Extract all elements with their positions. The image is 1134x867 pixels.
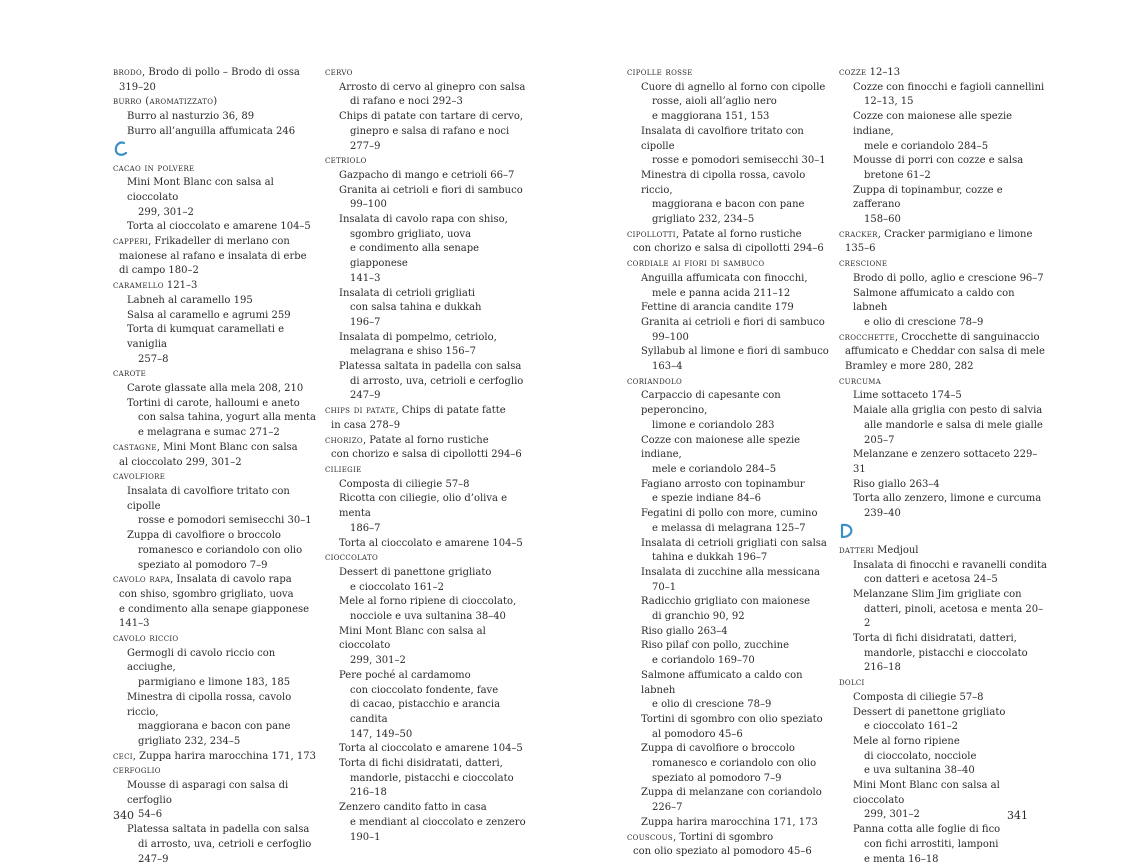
index-term: datteri <box>839 544 874 556</box>
index-entry <box>113 235 318 250</box>
index-subentry: 54–6 <box>138 809 163 821</box>
index-term: cetriolo <box>325 155 367 167</box>
index-subentry: Insalata di cavolfiore tritato con cipolle <box>127 485 290 512</box>
index-entry <box>113 162 318 177</box>
index-subentry: grigliato 232, 234–5 <box>138 735 241 747</box>
index-subentry: Insalata di cetrioli grigliati <box>339 287 476 299</box>
index-subentry: Insalata di cavolfiore tritato con cipolle <box>641 125 804 152</box>
index-term: crescione <box>839 258 888 270</box>
index-subentry: con cioccolato fondente, fave <box>350 684 499 696</box>
index-subentry: Platessa saltata in padella con salsa <box>127 824 310 836</box>
index-subentry: Germogli di cavolo riccio con acciughe, <box>127 647 276 674</box>
index-entry <box>627 228 837 243</box>
index-subentry: sgombro grigliato, uova <box>350 228 472 240</box>
index-subentry: Radicchio grigliato con maionese <box>641 596 811 608</box>
index-subentry: e maggiorana 151, 153 <box>652 111 770 123</box>
index-entry-continuation: con chorizo e salsa di cipollotti 294–6 <box>633 243 824 255</box>
index-subentry: Maiale alla griglia con pesto di salvia <box>853 405 1043 417</box>
index-subentry: Pere poché al cardamomo <box>339 669 471 681</box>
index-subentry: mele e coriandolo 284–5 <box>652 463 777 475</box>
index-subentry: Zuppa di cavolfiore o broccolo <box>641 743 795 755</box>
index-entry-text: , Insalata di cavolo rapa <box>170 574 292 586</box>
index-term: cavolo riccio <box>113 633 179 645</box>
index-term: dolci <box>839 677 865 689</box>
section-letter-d-icon <box>839 522 1049 544</box>
index-term: castagne <box>113 441 157 453</box>
index-term: cipolle rosse <box>627 67 693 78</box>
index-subentry: 141–3 <box>350 272 381 284</box>
index-subentry: Gazpacho di mango e cetrioli 66–7 <box>339 169 515 181</box>
index-subentry: e menta 16–18 <box>864 853 939 865</box>
index-subentry: maggiorana e bacon con pane <box>652 199 805 211</box>
index-entry <box>839 66 1049 81</box>
index-subentry: 299, 301–2 <box>864 809 920 821</box>
index-entry-text: , Chips di patate fatte <box>395 405 506 417</box>
index-subentry: di arrosto, uva, cetrioli e cerfoglio <box>138 838 312 850</box>
index-subentry: con datteri e acetosa 24–5 <box>864 574 998 586</box>
index-entry <box>627 831 837 846</box>
index-subentry: e condimento alla senape giapponese <box>350 243 480 270</box>
index-subentry: Salsa al caramello e agrumi 259 <box>127 309 291 321</box>
index-subentry: Riso giallo 263–4 <box>641 625 728 637</box>
index-subentry: Minestra di cipolla rossa, cavolo riccio, <box>127 691 292 718</box>
index-term: cavolo rapa <box>113 574 171 586</box>
index-subentry: grigliato 232, 234–5 <box>652 214 755 226</box>
index-entry-continuation: con chorizo e salsa di cipollotti 294–6 <box>331 449 522 461</box>
index-subentry: tahina e dukkah 196–7 <box>652 552 768 564</box>
index-term: crocchette <box>839 331 895 343</box>
index-subentry: 226–7 <box>652 802 683 814</box>
index-subentry: maggiorana e bacon con pane <box>138 721 291 733</box>
index-subentry: Fagiano arrosto con topinambur <box>641 478 805 490</box>
index-subentry: Salmone affumicato a caldo con labneh <box>853 287 1015 314</box>
index-subentry: Carpaccio di capesante con peperoncino, <box>641 390 781 417</box>
index-entry-continuation: in casa 278–9 <box>331 419 401 431</box>
index-term: burro (aromatizzato) <box>113 96 218 108</box>
index-subentry: 186–7 <box>350 522 381 534</box>
index-subentry: speziato al pomodoro 7–9 <box>652 772 782 784</box>
index-entry <box>113 764 318 779</box>
index-subentry: Cozze con maionese alle spezie indiane, <box>853 111 1013 137</box>
index-entry <box>839 331 1049 346</box>
index-entry-continuation: al cioccolato 299, 301–2 <box>119 456 242 468</box>
section-letter-c-icon <box>113 140 318 162</box>
index-term: chips di patate <box>325 405 396 417</box>
index-subentry: ginepro e salsa di rafano e noci <box>350 125 510 137</box>
index-subentry: Mini Mont Blanc con salsa al cioccolato <box>339 625 486 652</box>
index-term: cervo <box>325 67 353 78</box>
index-entry <box>113 367 318 382</box>
index-entry <box>627 257 837 272</box>
index-subentry: melagrana e shiso 156–7 <box>350 346 476 358</box>
index-subentry: Mousse di asparagi con salsa di cerfoglio <box>127 780 289 806</box>
index-subentry: Mousse di porri con cozze e salsa <box>853 155 1024 167</box>
index-subentry: Dessert di panettone grigliato <box>339 566 492 578</box>
index-subentry: nocciole e uva sultanina 38–40 <box>350 611 506 623</box>
index-subentry: Melanzane Slim Jim grigliate con <box>853 588 1022 600</box>
index-entry <box>325 404 535 419</box>
index-subentry: Insalata di cavolo rapa con shiso, <box>339 214 508 226</box>
index-entry-continuation: con shiso, sgombro grigliato, uova <box>119 588 294 600</box>
index-subentry: con fichi arrostiti, lamponi <box>864 838 999 850</box>
index-term: caramello <box>113 280 164 292</box>
index-subentry: 163–4 <box>652 361 683 373</box>
index-subentry: Mele al forno ripiene <box>853 735 960 747</box>
index-term: cipollotti <box>627 228 676 240</box>
index-entry <box>113 750 318 765</box>
index-subentry: e spezie indiane 84–6 <box>652 493 761 505</box>
index-subentry: Minestra di cipolla rossa, cavolo riccio, <box>641 169 806 196</box>
index-subentry: Anguilla affumicata con finocchi, <box>641 272 808 284</box>
index-subentry: limone e coriandolo 283 <box>652 419 775 431</box>
index-subentry: 70–1 <box>652 581 677 593</box>
index-entry <box>113 66 318 81</box>
index-subentry: mandorle, pistacchi e cioccolato <box>350 772 514 784</box>
index-subentry: Torta al cioccolato e amarene 104–5 <box>127 221 311 233</box>
index-entry-text: 12–13 <box>866 67 901 78</box>
index-subentry: 158–60 <box>864 214 901 226</box>
index-term: cacao in polvere <box>113 162 195 174</box>
index-subentry: Zenzero candito fatto in casa <box>339 802 487 814</box>
index-subentry: datteri, pinoli, acetosa e menta 20–2 <box>864 603 1044 630</box>
index-entry-continuation: 319–20 <box>119 81 156 93</box>
index-subentry: Ricotta con ciliegie, olio d’oliva e menta <box>339 493 508 520</box>
index-entry-continuation: affumicato e Cheddar con salsa di mele <box>845 346 1045 358</box>
index-subentry: e cioccolato 161–2 <box>864 721 958 733</box>
index-subentry: alle mandorle e salsa di mele gialle <box>864 419 1043 431</box>
index-term: ciliegie <box>325 463 362 475</box>
index-subentry: Arrosto di cervo al ginepro con salsa <box>339 81 526 93</box>
index-entry-text: , Mini Mont Blanc con salsa <box>156 441 298 453</box>
index-term: curcuma <box>839 375 882 387</box>
index-subentry: 216–18 <box>350 787 387 799</box>
index-subentry: Burro al nasturzio 36, 89 <box>127 111 255 123</box>
index-term: capperi <box>113 236 149 248</box>
index-term: ceci <box>113 750 133 762</box>
index-term: cavolfiore <box>113 471 166 483</box>
index-entry-continuation: maionese al rafano e insalata di erbe <box>119 250 307 262</box>
index-subentry: Riso pilaf con pollo, zucchine <box>641 640 790 652</box>
index-entry <box>113 573 318 588</box>
index-subentry: Mele al forno ripiene di cioccolato, <box>339 596 517 608</box>
index-subentry: Composta di ciliegie 57–8 <box>853 691 984 703</box>
index-subentry: Insalata di finocchi e ravanelli condita <box>853 559 1047 571</box>
index-term: cordiale ai fiori di sambuco <box>627 258 765 270</box>
index-entry-text: , Brodo di pollo – Brodo di ossa <box>142 67 300 78</box>
index-subentry: speziato al pomodoro 7–9 <box>138 559 268 571</box>
index-entry-text: , Crocchette di sanguinaccio <box>894 331 1040 343</box>
index-subentry: 190–1 <box>350 831 381 843</box>
index-subentry: 99–100 <box>652 331 689 343</box>
index-entry <box>325 463 535 478</box>
index-term: brodo <box>113 67 143 78</box>
index-subentry: Insalata di pompelmo, cetriolo, <box>339 331 497 343</box>
index-subentry: con salsa tahina e dukkah <box>350 302 482 314</box>
index-subentry: bretone 61–2 <box>864 169 931 181</box>
index-subentry: mandorle, pistacchi e cioccolato <box>864 647 1028 659</box>
index-subentry: Lime sottaceto 174–5 <box>853 390 962 402</box>
index-entry <box>839 544 1049 559</box>
index-subentry: e melagrana e sumac 271–2 <box>138 427 280 439</box>
index-subentry: Dessert di panettone grigliato <box>853 706 1006 718</box>
index-entry-continuation: di campo 180–2 <box>119 265 199 277</box>
index-subentry: Fegatini di pollo con more, cumino <box>641 508 818 520</box>
index-subentry: Salmone affumicato a caldo con labneh <box>641 669 803 696</box>
index-subentry: Tortini di sgombro con olio speziato <box>641 713 823 725</box>
index-column-1 <box>113 66 318 867</box>
index-subentry: Melanzane e zenzero sottaceto 229–31 <box>853 449 1038 475</box>
index-entry <box>113 279 318 294</box>
index-entry <box>839 228 1049 243</box>
index-subentry: e coriandolo 169–70 <box>652 655 755 667</box>
index-subentry: rosse e pomodori semisecchi 30–1 <box>138 515 312 527</box>
index-term: carote <box>113 368 146 380</box>
index-term: couscous <box>627 831 673 843</box>
index-subentry: 99–100 <box>350 199 387 211</box>
index-term: cozze <box>839 67 867 78</box>
index-column-2 <box>325 66 535 845</box>
index-subentry: Torta al cioccolato e amarene 104–5 <box>339 537 523 549</box>
index-term: cerfoglio <box>113 765 161 777</box>
index-entry-continuation: Bramley e more 280, 282 <box>845 361 974 373</box>
index-subentry: Insalata di zucchine alla messicana <box>641 566 820 578</box>
index-subentry: 277–9 <box>350 140 381 152</box>
index-column-4 <box>839 66 1049 867</box>
index-subentry: Torta al cioccolato e amarene 104–5 <box>339 743 523 755</box>
index-subentry: 12–13, 15 <box>864 96 914 108</box>
index-entry <box>113 470 318 485</box>
index-subentry: Mini Mont Blanc con salsa al cioccolato <box>853 780 1000 806</box>
index-subentry: Composta di ciliegie 57–8 <box>339 478 470 490</box>
index-subentry: e cioccolato 161–2 <box>350 581 444 593</box>
index-subentry: Cuore di agnello al forno con cipolle <box>641 81 826 93</box>
index-subentry: 299, 301–2 <box>350 655 406 667</box>
page-number-right: 341 <box>1007 809 1028 822</box>
index-subentry: Granita ai cetrioli e fiori di sambuco <box>641 316 825 328</box>
index-subentry: romanesco e coriandolo con olio <box>652 758 817 770</box>
index-subentry: di cioccolato, nocciole <box>864 750 977 762</box>
index-entry-text: , Frikadeller di merlano con <box>148 236 290 248</box>
index-subentry: e olio di crescione 78–9 <box>864 316 984 328</box>
index-entry-text: , Cracker parmigiano e limone <box>877 228 1033 240</box>
page-number-left: 340 <box>113 809 134 822</box>
index-subentry: Syllabub al limone e fiori di sambuco <box>641 346 829 358</box>
index-subentry: 196–7 <box>350 316 381 328</box>
index-subentry: di rafano e noci 292–3 <box>350 96 463 108</box>
index-subentry: Tortini di carote, halloumi e aneto <box>127 397 300 409</box>
index-entry <box>627 375 837 390</box>
index-entry <box>113 95 318 110</box>
index-subentry: rosse, aioli all’aglio nero <box>652 96 777 108</box>
index-subentry: e olio di crescione 78–9 <box>652 699 772 711</box>
index-subentry: Carote glassate alla mela 208, 210 <box>127 383 304 395</box>
index-subentry: parmigiano e limone 183, 185 <box>138 677 291 689</box>
index-subentry: Torta di fichi disidratati, datteri, <box>339 758 503 770</box>
index-subentry: Mini Mont Blanc con salsa al cioccolato <box>127 177 274 203</box>
index-column-3 <box>627 66 837 860</box>
index-term: cioccolato <box>325 552 379 564</box>
index-entry <box>325 434 535 449</box>
index-subentry: e mendiant al cioccolato e zenzero <box>350 816 526 828</box>
index-subentry: mele e coriandolo 284–5 <box>864 140 989 152</box>
index-entry <box>325 551 535 566</box>
index-entry <box>839 375 1049 390</box>
index-subentry: Burro all’anguilla affumicata 246 <box>127 125 296 137</box>
index-subentry: con salsa tahina, yogurt alla menta <box>138 412 316 424</box>
index-entry <box>839 257 1049 272</box>
index-subentry: di granchio 90, 92 <box>652 611 745 623</box>
index-subentry: al pomodoro 45–6 <box>652 728 743 740</box>
index-term: cracker <box>839 228 878 240</box>
index-entry-text: , Patate al forno rustiche <box>362 434 489 446</box>
index-entry-continuation: 135–6 <box>845 243 876 255</box>
index-subentry: Panna cotta alle foglie di fico <box>853 824 1001 836</box>
index-subentry: Chips di patate con tartare di cervo, <box>339 111 524 123</box>
index-subentry: Zuppa harira marocchina 171, 173 <box>641 816 818 828</box>
index-subentry: Torta allo zenzero, limone e curcuma <box>853 493 1042 505</box>
index-subentry: Zuppa di topinambur, cozze e zafferano <box>853 184 1003 211</box>
index-subentry: 257–8 <box>138 353 169 365</box>
index-subentry: di arrosto, uva, cetrioli e cerfoglio <box>350 375 524 387</box>
index-entry-continuation: 141–3 <box>119 618 150 630</box>
index-subentry: 147, 149–50 <box>350 728 413 740</box>
index-subentry: rosse e pomodori semisecchi 30–1 <box>652 155 826 167</box>
index-entry-text: , Tortini di sgombro <box>672 831 774 843</box>
index-subentry: 239–40 <box>864 508 901 520</box>
index-subentry: Cozze con finocchi e fagioli cannellini <box>853 81 1045 93</box>
index-entry <box>627 66 837 81</box>
index-term: chorizo <box>325 434 363 446</box>
index-subentry: Riso giallo 263–4 <box>853 478 940 490</box>
index-subentry: Zuppa di cavolfiore o broccolo <box>127 530 281 542</box>
index-subentry: Cozze con maionese alle spezie indiane, <box>641 434 801 461</box>
index-subentry: e melassa di melagrana 125–7 <box>652 522 806 534</box>
index-entry-continuation: e condimento alla senape giapponese <box>119 603 310 615</box>
index-entry <box>325 154 535 169</box>
index-entry <box>325 66 535 81</box>
index-subentry: di cacao, pistacchio e arancia candita <box>350 699 501 725</box>
index-subentry: 299, 301–2 <box>138 206 194 218</box>
index-subentry: mele e panna acida 211–12 <box>652 287 791 299</box>
index-entry <box>839 676 1049 691</box>
index-entry <box>113 632 318 647</box>
index-subentry: romanesco e coriandolo con olio <box>138 544 303 556</box>
index-entry-text: , Zuppa harira marocchina 171, 173 <box>132 750 316 762</box>
index-term: coriandolo <box>627 375 683 387</box>
index-subentry: Brodo di pollo, aglio e crescione 96–7 <box>853 272 1044 284</box>
index-subentry: e uva sultanina 38–40 <box>864 765 975 777</box>
index-entry-text: , Patate al forno rustiche <box>675 228 802 240</box>
index-entry <box>113 441 318 456</box>
index-subentry: 247–9 <box>350 390 381 402</box>
index-subentry: 247–9 <box>138 853 169 865</box>
index-entry-text: 121–3 <box>163 280 198 292</box>
index-subentry: Insalata di cetrioli grigliati con salsa <box>641 537 827 549</box>
index-subentry: Platessa saltata in padella con salsa <box>339 361 522 373</box>
index-entry-continuation: con olio speziato al pomodoro 45–6 <box>633 846 812 858</box>
index-subentry: Torta di fichi disidratati, datteri, <box>853 633 1017 645</box>
index-entry-text: Medjoul <box>874 544 919 556</box>
index-subentry: Granita ai cetrioli e fiori di sambuco <box>339 184 523 196</box>
index-subentry: Zuppa di melanzane con coriandolo <box>641 787 822 799</box>
index-subentry: Torta di kumquat caramellati e vaniglia <box>127 324 284 350</box>
index-subentry: 216–18 <box>864 662 901 674</box>
index-subentry: Labneh al caramello 195 <box>127 294 253 306</box>
index-subentry: Fettine di arancia candite 179 <box>641 302 794 314</box>
index-subentry: 205–7 <box>864 434 895 446</box>
